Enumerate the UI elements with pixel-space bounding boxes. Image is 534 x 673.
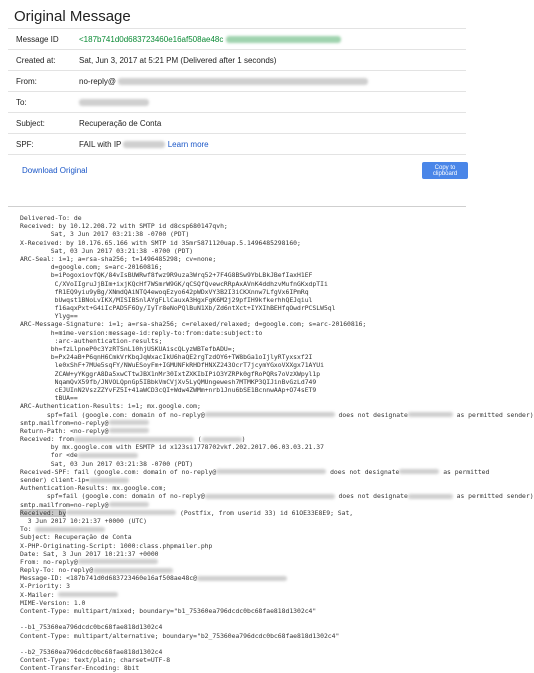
raw-line [20, 320, 466, 328]
raw-line [20, 263, 466, 271]
raw-line [20, 517, 466, 525]
raw-line [20, 222, 466, 230]
raw-line-text: does not designate [334, 410, 408, 419]
copy-to-clipboard-button[interactable]: Copy to clipboard [422, 162, 468, 179]
redacted-text [408, 494, 453, 499]
raw-line-text: X-Mailer: [20, 590, 59, 599]
raw-line-text: Return-Path: <no-reply@ [20, 426, 109, 435]
raw-line [20, 591, 466, 599]
raw-line-text: C/XVoIIgruJjBIm+ixjKQcHf7WSmrW9GK/qCSQfQvewcRRpAxAVnK4ddhzvMufnGKxdpTIi [20, 279, 328, 288]
raw-line-text: 3 Jun 2017 10:21:37 +0000 (UTC) [20, 516, 147, 525]
raw-line [20, 566, 466, 574]
raw-line [20, 337, 466, 345]
raw-line [20, 648, 466, 656]
raw-line-text: bh=fzLlpneP0c3YzRTSnL10hjUSKUAiscQLyzWBTefbADU=; [20, 345, 236, 353]
message-id-row [8, 29, 466, 50]
raw-line [20, 378, 466, 386]
raw-line [20, 451, 466, 459]
redacted-text [408, 412, 453, 417]
redacted-text [197, 576, 287, 581]
raw-line-text: X-Priority: 3 [20, 582, 71, 591]
raw-line-text: bUwqst1BNoLvIKX/MISIBSnlAYgFLlCauxA3HgxFgK6M2j29pfIH9kfkerhhQEJqiul [20, 295, 313, 304]
raw-line-text: smtp.mailfrom=no-reply@ [20, 500, 109, 509]
raw-line-text: Content-Transfer-Encoding: 8bit [20, 664, 140, 673]
from-row [8, 71, 466, 92]
raw-line-text: ZCAW+yYKggrA8Da5xwCTtwJBX1nMr30IxtZXKIbIPiO3YZRPk0gfRoPQRs7oVzXWpyl1p [20, 369, 321, 378]
raw-line [20, 558, 466, 566]
raw-line [20, 574, 466, 582]
raw-line-text: Sat, 03 Jun 2017 03:21:38 -0700 (PDT) [20, 246, 194, 255]
raw-line-text: Sat, 03 Jun 2017 03:21:38 -0700 (PDT) [20, 459, 194, 468]
redacted-domain [226, 36, 341, 43]
raw-line-text: ( [193, 435, 202, 444]
raw-line-text: sender) client-ip= [20, 476, 90, 484]
raw-line [20, 542, 466, 550]
raw-line [20, 329, 466, 337]
raw-line-text: f16aqxPxt+G4iIcPAD5F6Oy/IyTr8eNoPQlBuN1Xb/Zd6ntXct+IYXIhBEHfqOwdrPCSLW5ql [20, 304, 336, 313]
raw-line [20, 615, 466, 623]
raw-line-text: le0xShF+7MUe5sqFY/NWuESoyFm+IGMUNFkRHDfHNXZ243OcrT7jcymYGxoVXXgx71AYUi [20, 361, 324, 370]
raw-line-text: fR1EQ9yiu9yBg/XNmdQAiNTQ4ewoqEzyo642pWDxVY3B2I3iCKXnnw7LfgVx6IPmRq [20, 287, 309, 296]
raw-line-text: Message-ID: <187b741d0d683723460e16af508ae48c@ [20, 574, 197, 583]
raw-line [20, 623, 466, 631]
raw-line [20, 312, 466, 320]
raw-line-text: MIME-Version: 1.0 [20, 598, 86, 607]
raw-line-text: Date: Sat, 3 Jun 2017 10:21:37 +0000 [20, 549, 159, 558]
message-id-value [71, 29, 466, 50]
raw-line [20, 402, 466, 410]
raw-line [20, 435, 466, 443]
redacted-text [78, 453, 138, 458]
raw-line-text: To: [20, 525, 36, 534]
raw-line [20, 607, 466, 615]
raw-line [20, 296, 466, 304]
redacted-text [109, 502, 149, 507]
raw-line-text: spf=fail (google.com: domain of no-reply@ [20, 410, 205, 419]
raw-line [20, 394, 466, 402]
spf-value [71, 134, 466, 155]
to-value [71, 92, 466, 113]
to-label: To: [8, 92, 71, 113]
subject-value: Recuperação de Conta [71, 113, 466, 134]
from-text: no-reply@ [79, 76, 117, 86]
raw-line [20, 582, 466, 590]
raw-line-text: Content-Type: multipart/mixed; boundary="b1_75360ea796dcdc0bc68fae818d1302c4" [20, 607, 317, 615]
raw-line-text: Sat, 3 Jun 2017 03:21:38 -0700 (PDT) [20, 230, 190, 239]
redacted-text [216, 469, 326, 474]
raw-line [20, 230, 466, 238]
raw-line [20, 345, 466, 353]
raw-line-text: Delivered-To: de [20, 214, 82, 222]
raw-line-text: for <de [20, 451, 78, 460]
redacted-text [89, 478, 129, 483]
raw-line [20, 353, 466, 361]
created-value: Sat, Jun 3, 2017 at 5:21 PM (Delivered after 1 seconds) [71, 50, 466, 71]
subject-row [8, 113, 466, 134]
raw-line-text: NqamQvX59fb/JNVOLQpnGp5IBbkVmCVjXv5LyQMUngewesh7MTMKP3QIJinBvGzLd749 [20, 377, 317, 386]
created-label: Created at: [8, 50, 71, 71]
raw-line-text: ) [241, 435, 246, 444]
raw-line-text: tBUA== [20, 394, 78, 403]
raw-line-text: does not designate [326, 467, 400, 476]
redacted-text [109, 428, 149, 433]
raw-line-text: Received: from [20, 435, 74, 444]
raw-line-text: h=mime-version:message-id:reply-to:from:date:subject:to [20, 328, 263, 337]
raw-line-text: as permitted sender) [452, 492, 534, 501]
raw-line-text: does not designate [334, 492, 408, 501]
redacted-recipient [79, 99, 149, 106]
raw-line [20, 280, 466, 288]
from-label: From: [8, 71, 71, 92]
raw-line [20, 271, 466, 279]
raw-line-text: smtp.mailfrom=no-reply@ [20, 418, 109, 427]
raw-line-text: From: no-reply@ [20, 557, 78, 566]
raw-line-text: Authentication-Results: mx.google.com; [20, 484, 167, 493]
download-original-link[interactable]: Download Original [22, 166, 88, 175]
raw-line-text: X-Received: by 10.176.65.166 with SMTP id 35mr5871120uap.5.1496485298160; [20, 238, 301, 247]
redacted-text [202, 437, 242, 442]
subject-label: Subject: [8, 113, 71, 134]
raw-line [20, 640, 466, 648]
raw-line-text: ARC-Message-Signature: i=1; a=rsa-sha256; c=relaxed/relaxed; d=google.com; s=arc-20160816; [20, 320, 367, 329]
redacted-text [66, 510, 176, 515]
raw-line [20, 247, 466, 255]
raw-line [20, 370, 466, 378]
learn-more-link[interactable]: Learn more [167, 139, 209, 149]
raw-line [20, 525, 466, 533]
raw-line [20, 304, 466, 312]
raw-line [20, 419, 466, 427]
raw-line [20, 664, 466, 672]
created-row [8, 50, 466, 71]
raw-line [20, 214, 466, 222]
raw-line-text: (Postfix, from userid 33) id 61OE33E8E9; Sat, [176, 508, 354, 517]
raw-line-text: b=iPogoxiovfQK/84vIsBUWRwf8fwz9R9uza3Wrq52+7F4G8BSw9YbLBkJBefIaxH1EF [20, 271, 313, 280]
raw-line [20, 509, 466, 517]
raw-line-text: Content-Type: text/plain; charset=UTF-8 [20, 656, 171, 665]
raw-message-panel [8, 206, 534, 673]
redacted-text [399, 469, 439, 474]
redacted-text [74, 437, 194, 442]
redacted-text [78, 559, 158, 564]
raw-line-text: ARC-Seal: i=1; a=rsa-sha256; t=1496485298; cv=none; [20, 254, 217, 263]
redacted-text [58, 592, 118, 597]
raw-line-text: b=Px24aB+P6qnH6CmkVrKbqJqWxacIkU6haQE2rgTzdOY6+TW8bGa1oIjlyRTyxsxf2I [20, 353, 313, 362]
page-title: Original Message [14, 8, 131, 25]
raw-line [20, 427, 466, 435]
raw-line [20, 484, 466, 492]
raw-line-text: Subject: Recuperação de Conta [20, 533, 132, 542]
redacted-text [205, 412, 335, 417]
raw-line-text: --b1_75360ea796dcdc0bc68fae818d1302c4 [20, 623, 163, 632]
raw-line [20, 460, 466, 468]
raw-line-text: Received: by 10.12.208.72 with SMTP id d8csp680147qvh; [20, 222, 228, 231]
raw-line [20, 361, 466, 369]
raw-line [20, 410, 534, 419]
message-id-label: Message ID [8, 29, 71, 50]
raw-line-text: Received-SPF: fail (google.com: domain of no-reply@ [20, 467, 217, 476]
raw-line-text: Ylyg== [20, 312, 78, 321]
raw-line [20, 550, 466, 558]
raw-line-text: Reply-To: no-reply@ [20, 566, 94, 575]
raw-line [20, 467, 490, 476]
raw-line [20, 288, 466, 296]
raw-line [20, 632, 466, 640]
raw-line [20, 533, 466, 541]
raw-line [20, 255, 466, 263]
raw-line [20, 492, 534, 501]
raw-line-text: spf=fail (google.com: domain of no-reply@ [20, 492, 205, 501]
raw-line-text: Content-Type: multipart/alternative; boundary="b2_75360ea796dcdc0bc68fae818d1302c4" [20, 631, 340, 640]
message-header-table [8, 28, 466, 155]
redacted-text [205, 494, 335, 499]
raw-line-text: X-PHP-Originating-Script: 1000:class.phpmailer.php [20, 541, 213, 550]
raw-line-text: as permitted sender) [452, 410, 534, 419]
raw-message-source [8, 207, 534, 673]
raw-line-text: ARC-Authentication-Results: i=1; mx.google.com; [20, 402, 201, 411]
spf-label: SPF: [8, 134, 71, 155]
raw-line [20, 443, 466, 451]
raw-line-text: cEJUInN2VszZZYvFZ5I+41aWCD3cQI+Wdw4ZWMm+nrb1Jnu6bSE1BcnnwAAp+O74sET9 [20, 385, 317, 394]
redacted-text [109, 420, 149, 425]
redacted-sender [118, 78, 368, 85]
raw-line [20, 656, 466, 664]
raw-line-text: Received: by [20, 508, 67, 517]
raw-line-text: --b2_75360ea796dcdc0bc68fae818d1302c4 [20, 647, 163, 656]
raw-line [20, 476, 466, 484]
message-id-text: <187b741d0d683723460e16af508ae48c [79, 34, 224, 44]
redacted-ip [123, 141, 165, 148]
raw-line [20, 386, 466, 394]
raw-line [20, 239, 466, 247]
raw-line-text: by mx.google.com with ESMTP id x123si1778702vkf.202.2017.06.03.03.21.37 [20, 443, 324, 452]
spf-text: FAIL with IP [79, 139, 122, 149]
from-value [71, 71, 466, 92]
redacted-text [35, 527, 105, 532]
raw-line-text: d=google.com; s=arc-20160816; [20, 263, 163, 272]
raw-line-text: as permitted [439, 467, 490, 476]
to-row [8, 92, 466, 113]
spf-row [8, 134, 466, 155]
redacted-text [93, 568, 173, 573]
raw-line [20, 599, 466, 607]
raw-line-text: :arc-authentication-results; [20, 336, 163, 345]
raw-line [20, 501, 466, 509]
